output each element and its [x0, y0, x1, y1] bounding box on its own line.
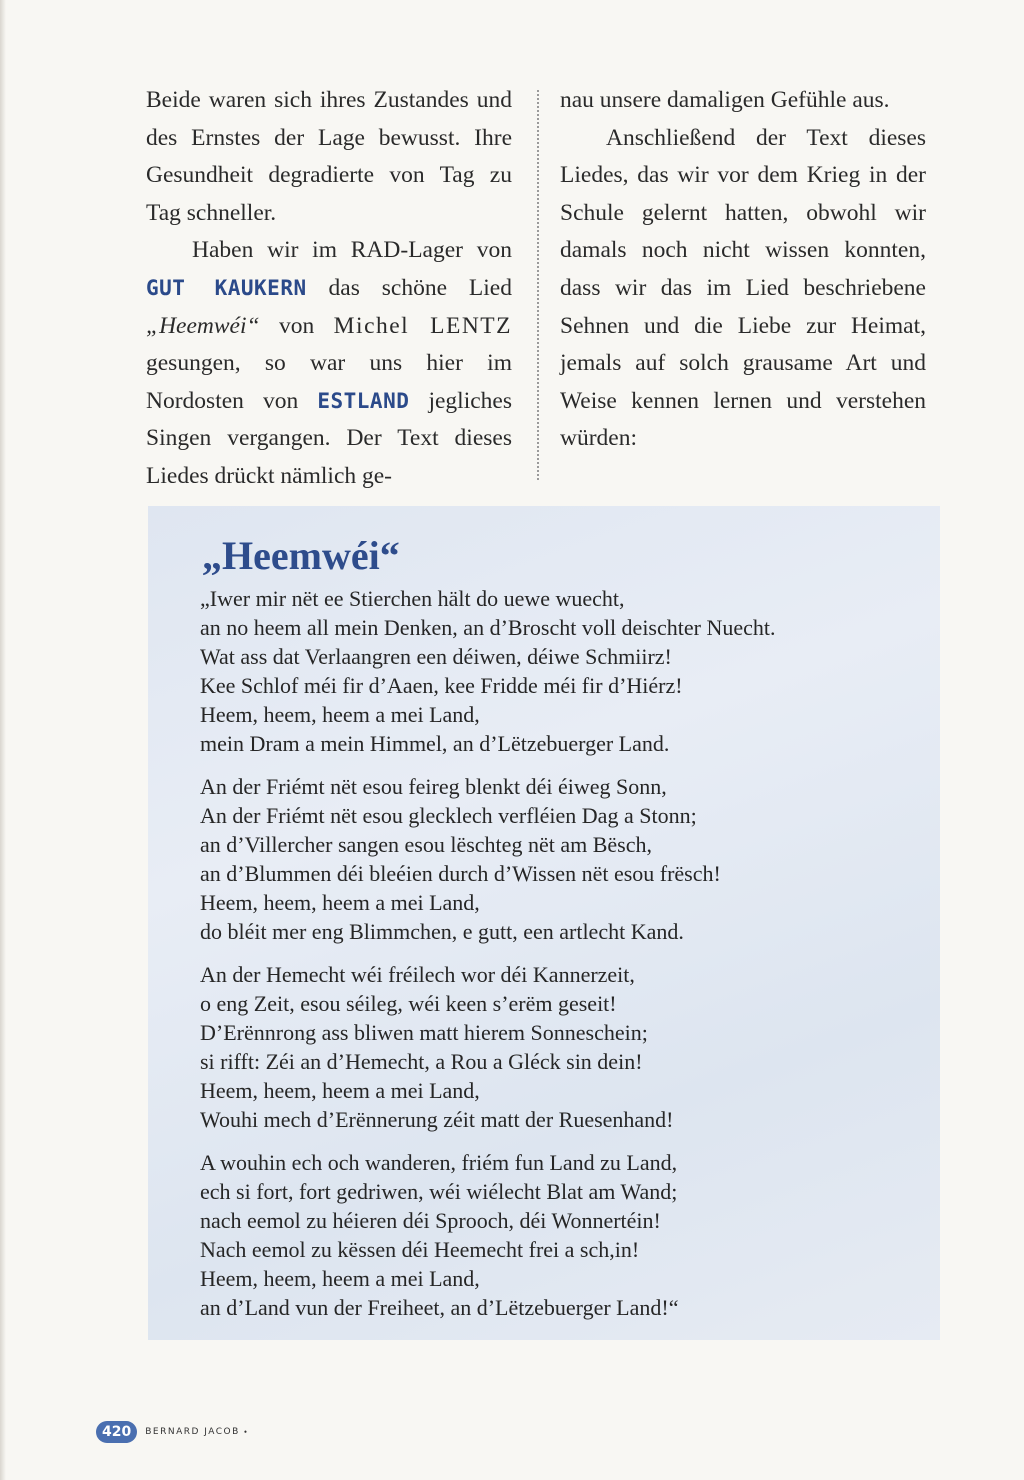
- poem-line: A wouhin ech och wanderen, friém fun Land zu Land,: [200, 1150, 678, 1175]
- poem-line: ech si fort, fort gedriwen, wéi wiélecht Blat am Wand;: [200, 1179, 678, 1204]
- poem-line: An der Hemecht wéi fréilech wor déi Kannerzeit,: [200, 962, 635, 987]
- poem-line: an d’Land vun der Freiheet, an d’Lëtzebuerger Land!“: [200, 1295, 679, 1320]
- text-segment: das schöne Lied: [306, 274, 512, 301]
- poem-line: Nach eemol zu këssen déi Heemecht frei a sch,in!: [200, 1237, 640, 1262]
- poem-line: Heem, heem, heem a mei Land,: [200, 890, 480, 915]
- poem-box: [148, 506, 940, 1340]
- paragraph-song-reference: [146, 232, 512, 495]
- poem-line: an d’Blummen déi bleéien durch d’Wissen nët esou frësch!: [200, 861, 721, 886]
- poem-text: [200, 584, 930, 1336]
- poem-line: Heem, heem, heem a mei Land,: [200, 1266, 480, 1291]
- poem-line: mein Dram a mein Himmel, an d’Lëtzebuerger Land.: [200, 731, 670, 756]
- text-segment: jegliches Singen vergangen. Der Text dieses Liedes drückt nämlich ge-: [146, 387, 512, 489]
- place-name-gut-kaukern: GUT KAUKERN: [146, 275, 307, 300]
- poem-stanza: [200, 584, 930, 758]
- poem-line: „Iwer mir nët ee Stierchen hält do uewe wuecht,: [200, 586, 625, 611]
- left-text-column: [146, 82, 512, 496]
- poem-line: o eng Zeit, esou séileg, wéi keen s’erëm geseit!: [200, 991, 617, 1016]
- text-segment: Haben wir im RAD-Lager von: [192, 237, 512, 264]
- page-number-badge: 420: [96, 1421, 137, 1443]
- poem-line: Heem, heem, heem a mei Land,: [200, 702, 480, 727]
- poem-line: Wat ass dat Verlaangren een déiwen, déiwe Schmiirz!: [200, 644, 672, 669]
- song-title-reference: „Heemwéi“: [146, 312, 260, 339]
- poem-stanza: [200, 960, 930, 1134]
- paragraph-condition: Beide waren sich ihres Zustandes und des Ernstes der Lage bewusst. Ihre Gesundheit degradierte von Tag zu Tag schneller.: [146, 87, 512, 226]
- poem-line: Heem, heem, heem a mei Land,: [200, 1078, 480, 1103]
- poem-title: „Heemwéi“: [202, 533, 400, 578]
- poem-line: Kee Schlof méi fir d’Aaen, kee Fridde méi fir d’Hiérz!: [200, 673, 683, 698]
- poem-line: an d’Villercher sangen esou lëschteg nët am Bësch,: [200, 832, 652, 857]
- text-segment: gesungen, so war uns hier im Nordosten von: [146, 350, 512, 414]
- poem-line: Wouhi mech d’Erënnerung zéit matt der Ruesenhand!: [200, 1107, 674, 1132]
- poem-stanza: [200, 1148, 930, 1322]
- poem-line: D’Erënnrong ass bliwen matt hierem Sonneschein;: [200, 1020, 648, 1045]
- poem-line: an no heem all mein Denken, an d’Broscht voll deischter Nuecht.: [200, 615, 776, 640]
- right-text-column: [560, 82, 926, 458]
- footer-bullet: •: [243, 1427, 247, 1437]
- text-segment: von: [259, 312, 334, 339]
- paragraph-song-intro: Anschließend der Text dieses Liedes, das wir vor dem Krieg in der Schule gelernt hatten, obwohl wir damals noch nicht wissen konnten, dass wir das im Lied beschriebene Sehnen und die Liebe zur Heimat, jemals auf solch grausame Art und Weise kennen lernen und verstehen würden:: [560, 124, 926, 452]
- page-binding-edge: [0, 0, 6, 1480]
- poem-line: An der Friémt nët esou feireg blenkt déi éiweg Sonn,: [200, 774, 667, 799]
- poem-line: do bléit mer eng Blimmchen, e gutt, een artlecht Kand.: [200, 919, 684, 944]
- composer-name: Michel LENTZ: [333, 312, 512, 339]
- poem-stanza: [200, 772, 930, 946]
- poem-line: nach eemol zu héieren déi Sprooch, déi Wonnertéin!: [200, 1208, 661, 1233]
- running-author-name: BERNARD JACOB: [145, 1427, 240, 1437]
- poem-line: An der Friémt nët esou glecklech verfléien Dag a Stonn;: [200, 803, 697, 828]
- poem-line: si rifft: Zéi an d’Hemecht, a Rou a Gléck sin dein!: [200, 1049, 643, 1074]
- page-footer: [96, 1418, 247, 1446]
- place-name-estland: ESTLAND: [317, 388, 410, 413]
- column-divider: [537, 90, 539, 480]
- paragraph-feelings: nau unsere damaligen Gefühle aus.: [560, 87, 890, 113]
